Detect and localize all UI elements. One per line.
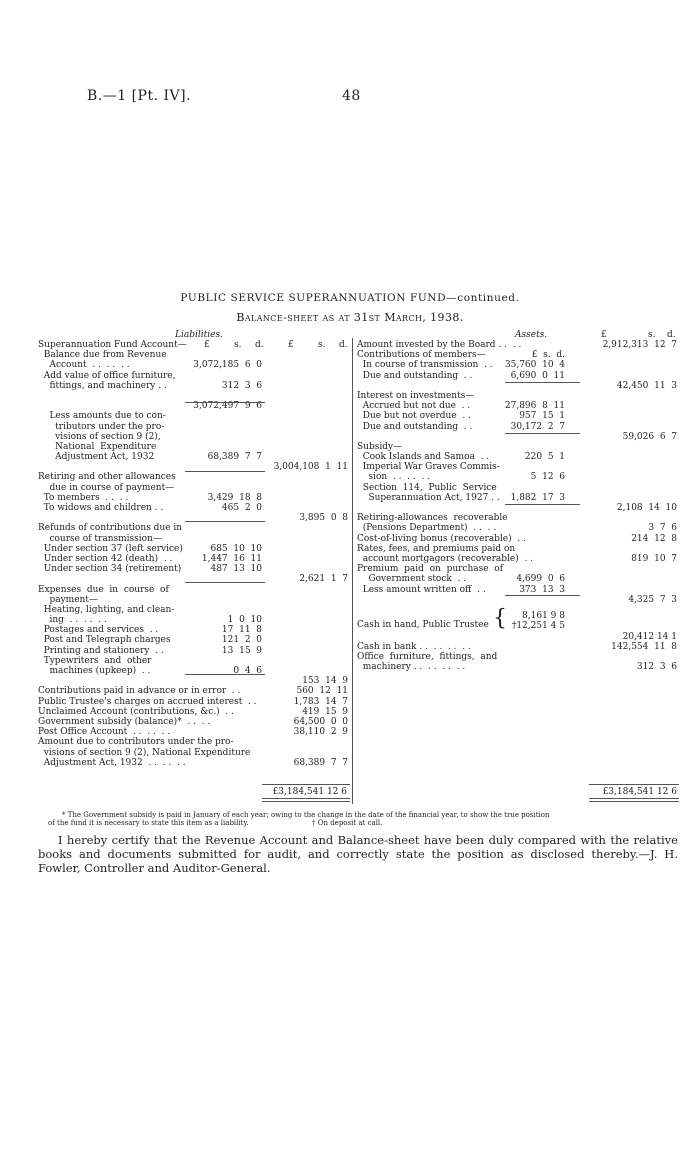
ledger-row bbox=[38, 717, 350, 727]
ledger-label: Post Office Account . . . . . . bbox=[38, 727, 171, 738]
ledger-row bbox=[38, 472, 350, 482]
liabilities-s-header-2: s. bbox=[318, 340, 326, 350]
ledger-label: Typewriters and other bbox=[38, 655, 152, 666]
ledger-row bbox=[38, 381, 350, 391]
document-reference: B.—1 [Pt. IV]. bbox=[87, 88, 192, 104]
ledger-amount: 0 4 6 bbox=[233, 666, 262, 676]
ledger-row bbox=[38, 442, 350, 452]
ledger-label: In course of transmission . . bbox=[357, 360, 493, 371]
ledger-total-amount: 2,108 14 10 bbox=[616, 503, 677, 513]
ledger-label: Post and Telegraph charges bbox=[38, 635, 171, 646]
ledger-amount: 685 10 10 bbox=[210, 543, 262, 554]
rule bbox=[185, 674, 265, 675]
ledger-label: Interest on investments— bbox=[357, 390, 475, 401]
assets-pound-header: £ bbox=[601, 330, 607, 340]
ledger-label: Under section 42 (death) . . bbox=[38, 553, 173, 564]
ledger-row bbox=[38, 737, 350, 747]
ledger-row bbox=[357, 422, 677, 432]
ledger-label: payment— bbox=[38, 594, 98, 605]
ledger-row bbox=[38, 564, 350, 574]
ledger-row bbox=[38, 686, 350, 696]
ledger-row bbox=[38, 483, 350, 493]
ledger-total-amount: 64,500 0 0 bbox=[293, 716, 348, 727]
ledger-total-amount: 419 15 9 bbox=[302, 706, 348, 717]
ledger-total-amount: 819 10 7 bbox=[631, 553, 677, 564]
ledger-row bbox=[357, 513, 677, 523]
ledger-row bbox=[38, 676, 350, 686]
rule bbox=[505, 595, 580, 596]
ledger-total-amount: 3 7 6 bbox=[648, 523, 677, 534]
ledger-total-amount: 3,895 0 8 bbox=[299, 513, 348, 524]
ledger-row bbox=[357, 642, 677, 652]
ledger-label: Adjustment Act, 1932 . . . . . . bbox=[38, 757, 186, 768]
ledger-label: Cash in bank . . . . . . . . bbox=[357, 642, 471, 652]
ledger-amount: 6,690 0 11 bbox=[510, 370, 565, 381]
rule bbox=[505, 382, 580, 383]
cash-public-trustee-value-2: †12,251 4 5 bbox=[511, 621, 565, 631]
liabilities-d-header: d. bbox=[255, 340, 264, 350]
rule bbox=[262, 801, 350, 802]
ledger-label: Rates, fees, and premiums paid on bbox=[357, 543, 516, 554]
ledger-label: Printing and stationery . . bbox=[38, 645, 164, 656]
rule bbox=[185, 521, 265, 522]
rule bbox=[185, 471, 265, 472]
ledger-amount: 17 11 8 bbox=[221, 625, 262, 636]
ledger-row bbox=[357, 574, 677, 584]
ledger-label: Cost-of-living bonus (recoverable) . . bbox=[357, 533, 526, 544]
ledger-row bbox=[38, 748, 350, 758]
ledger-row bbox=[357, 411, 677, 421]
ledger-row bbox=[357, 523, 677, 533]
brace-icon: { bbox=[493, 606, 507, 631]
ledger-amount: 957 15 1 bbox=[519, 411, 565, 422]
ledger-amount: £ s. d. bbox=[531, 350, 565, 361]
ledger-label: Section 114, Public Service bbox=[357, 482, 497, 493]
ledger-row bbox=[357, 662, 677, 672]
ledger-total-amount: 38,110 2 9 bbox=[293, 727, 348, 738]
ledger-amount: 30,172 2 7 bbox=[510, 421, 565, 432]
ledger-amount: 121 2 0 bbox=[221, 635, 262, 646]
ledger-row bbox=[38, 503, 350, 513]
ledger-label: Government stock . . bbox=[357, 574, 467, 585]
assets-heading: Assets. bbox=[515, 330, 548, 340]
ledger-label: Imperial War Graves Commis- bbox=[357, 462, 500, 473]
ledger-amount: 35,760 10 4 bbox=[504, 360, 565, 371]
balance-sheet-subtitle: Balance-sheet as at 31st March, 1938. bbox=[236, 311, 464, 324]
ledger-label: Adjustment Act, 1932 bbox=[38, 452, 155, 463]
rule bbox=[589, 798, 679, 799]
ledger-row bbox=[357, 391, 677, 401]
document-title: PUBLIC SERVICE SUPERANNUATION FUND—continued. bbox=[180, 292, 520, 304]
ledger-label: Superannuation Fund Account— bbox=[38, 340, 187, 350]
liabilities-total: £3,184,541 12 6 bbox=[272, 787, 347, 797]
ledger-label: Public Trustee's charges on accrued interest . . bbox=[38, 696, 257, 707]
ledger-label: Subsidy— bbox=[357, 441, 403, 452]
ledger-total-amount: 312 3 6 bbox=[636, 662, 677, 673]
liabilities-table bbox=[38, 340, 350, 768]
ledger-label: Refunds of contributions due in bbox=[38, 523, 183, 534]
ledger-amount: 312 3 6 bbox=[221, 380, 262, 391]
ledger-amount: 1,447 16 11 bbox=[201, 553, 262, 564]
ledger-label: Government subsidy (balance)* . . . . bbox=[38, 716, 211, 727]
ledger-row bbox=[38, 391, 350, 401]
ledger-row bbox=[38, 544, 350, 554]
page-number: 48 bbox=[342, 88, 361, 104]
rule bbox=[185, 582, 265, 583]
ledger-total-amount: 560 12 11 bbox=[296, 686, 348, 697]
assets-tail-table bbox=[357, 642, 677, 673]
ledger-label: Premium paid on purchase of bbox=[357, 564, 504, 575]
ledger-row bbox=[357, 472, 677, 482]
ledger-row bbox=[357, 401, 677, 411]
ledger-label: Unclaimed Account (contributions, &c.) . . bbox=[38, 706, 234, 717]
ledger-row bbox=[38, 585, 350, 595]
ledger-amount: 27,896 8 11 bbox=[504, 401, 565, 412]
ledger-label: course of transmission— bbox=[38, 533, 162, 544]
ledger-row bbox=[38, 350, 350, 360]
cash-public-trustee-value-1: 8,161 9 8 bbox=[522, 611, 565, 621]
ledger-label: due in course of payment— bbox=[38, 482, 175, 493]
ledger-total-amount: 1,783 14 7 bbox=[293, 696, 348, 707]
ledger-label: ing . . . . . . bbox=[38, 615, 107, 626]
ledger-label: Superannuation Act, 1927 . . bbox=[357, 492, 500, 503]
ledger-amount: 487 13 10 bbox=[210, 564, 262, 575]
rule bbox=[505, 504, 580, 505]
ledger-total-amount: 2,912,313 12 7 bbox=[602, 340, 677, 350]
ledger-row bbox=[38, 707, 350, 717]
rule bbox=[262, 784, 350, 785]
ledger-row bbox=[38, 523, 350, 533]
ledger-amount: 220 5 1 bbox=[524, 452, 565, 463]
ledger-row bbox=[38, 646, 350, 656]
ledger-row bbox=[38, 758, 350, 768]
ledger-label: Heating, lighting, and clean- bbox=[38, 604, 175, 615]
ledger-row bbox=[38, 534, 350, 544]
assets-s-header: s. bbox=[648, 330, 656, 340]
rule bbox=[185, 402, 265, 403]
ledger-row bbox=[38, 605, 350, 615]
ledger-total-amount: 2,621 1 7 bbox=[299, 574, 348, 585]
liabilities-s-header: s. bbox=[234, 340, 242, 350]
ledger-label: Less amount written off . . bbox=[357, 584, 486, 595]
ledger-row bbox=[38, 595, 350, 605]
cash-public-trustee-total: 20,412 14 1 bbox=[622, 632, 677, 642]
rule bbox=[589, 784, 679, 785]
ledger-amount: 68,389 7 7 bbox=[207, 452, 262, 463]
ledger-row bbox=[38, 432, 350, 442]
column-divider bbox=[352, 338, 353, 804]
ledger-row bbox=[357, 493, 677, 503]
ledger-label: Cook Islands and Samoa . . bbox=[357, 452, 490, 463]
rule bbox=[262, 798, 350, 799]
ledger-row bbox=[38, 422, 350, 432]
ledger-row bbox=[357, 652, 677, 662]
ledger-label: Amount due to contributors under the pro- bbox=[38, 737, 234, 748]
assets-table bbox=[357, 340, 677, 605]
ledger-label: Account . . . . . . bbox=[38, 360, 130, 371]
assets-d-header: d. bbox=[667, 330, 676, 340]
ledger-row bbox=[357, 483, 677, 493]
ledger-row bbox=[357, 350, 677, 360]
ledger-label: Contributions of members— bbox=[357, 350, 486, 361]
ledger-label: Expenses due in course of bbox=[38, 584, 169, 595]
rule bbox=[505, 433, 580, 434]
ledger-label: Contributions paid in advance or in error . . bbox=[38, 686, 241, 697]
ledger-row bbox=[38, 360, 350, 370]
ledger-label: Add value of office furniture, bbox=[38, 370, 176, 381]
ledger-row bbox=[38, 697, 350, 707]
ledger-label: Office furniture, fittings, and bbox=[357, 652, 498, 663]
ledger-row bbox=[357, 340, 677, 350]
ledger-row bbox=[38, 371, 350, 381]
ledger-total-amount: 4,325 7 3 bbox=[628, 594, 677, 605]
ledger-amount: 13 15 9 bbox=[221, 645, 262, 656]
liabilities-pound-header: £ bbox=[204, 340, 210, 350]
liabilities-d-header-2: d. bbox=[339, 340, 348, 350]
ledger-label: account mortgagors (recoverable) . . bbox=[357, 553, 534, 564]
ledger-row bbox=[38, 452, 350, 462]
cash-public-trustee-label: Cash in hand, Public Trustee bbox=[357, 620, 489, 630]
ledger-label: Accrued but not due . . bbox=[357, 401, 471, 412]
ledger-amount: 3,429 18 8 bbox=[207, 492, 262, 503]
ledger-total-amount: 3,004,108 1 11 bbox=[273, 462, 348, 473]
ledger-row bbox=[38, 340, 350, 350]
liabilities-heading: Liabilities. bbox=[175, 330, 223, 340]
ledger-row bbox=[357, 595, 677, 605]
ledger-label: Balance due from Revenue bbox=[38, 350, 167, 361]
ledger-total-amount: 68,389 7 7 bbox=[293, 757, 348, 768]
ledger-total-amount: 153 14 9 bbox=[302, 676, 348, 687]
footnote-subsidy-cont: of the fund it is necessary to state this item as a liability. bbox=[48, 819, 249, 827]
ledger-amount: 3,072,185 6 0 bbox=[193, 360, 262, 371]
ledger-row bbox=[357, 544, 677, 554]
ledger-label: sion . . . . . . bbox=[357, 472, 431, 483]
ledger-amount: 5 12 6 bbox=[530, 472, 565, 483]
ledger-row bbox=[357, 371, 677, 381]
liabilities-pound-header-2: £ bbox=[288, 340, 294, 350]
ledger-label: (Pensions Department) . . . . bbox=[357, 523, 497, 534]
ledger-label: National Expenditure bbox=[38, 441, 157, 452]
auditor-certification: I hereby certify that the Revenue Account and Balance-sheet have been duly compared with the relative books and documents submitted for audit, and correctly state the position as disclosed thereby.—J. H. Fowler, Controller and Auditor-General. bbox=[38, 833, 678, 875]
ledger-row bbox=[38, 615, 350, 625]
ledger-row bbox=[357, 452, 677, 462]
ledger-label: fittings, and machinery . . bbox=[38, 380, 167, 391]
ledger-label: Due and outstanding . . bbox=[357, 370, 473, 381]
ledger-row bbox=[38, 493, 350, 503]
ledger-label: machinery . . . . . . . . bbox=[357, 662, 466, 673]
ledger-row bbox=[357, 442, 677, 452]
ledger-label: visions of section 9 (2), bbox=[38, 431, 161, 442]
ledger-row bbox=[38, 656, 350, 666]
ledger-label: Under section 37 (left service) bbox=[38, 543, 183, 554]
ledger-row bbox=[38, 727, 350, 737]
ledger-label: Retiring and other allowances bbox=[38, 472, 176, 483]
ledger-row bbox=[38, 635, 350, 645]
ledger-row bbox=[357, 360, 677, 370]
ledger-label: Under section 34 (retirement) bbox=[38, 564, 182, 575]
ledger-row bbox=[357, 462, 677, 472]
ledger-total-amount: 42,450 11 3 bbox=[616, 380, 677, 391]
ledger-row bbox=[38, 625, 350, 635]
ledger-row bbox=[357, 534, 677, 544]
ledger-amount: 4,699 0 6 bbox=[516, 574, 565, 585]
ledger-amount: 373 13 3 bbox=[519, 584, 565, 595]
ledger-label: Due but not overdue . . bbox=[357, 411, 471, 422]
ledger-label: tributors under the pro- bbox=[38, 421, 165, 432]
ledger-total-amount: 59,026 6 7 bbox=[622, 431, 677, 442]
ledger-amount: 1 0 10 bbox=[227, 615, 262, 626]
ledger-total-amount: 214 12 8 bbox=[631, 533, 677, 544]
ledger-label: machines (upkeep) . . bbox=[38, 666, 151, 676]
ledger-label: Due and outstanding . . bbox=[357, 421, 473, 432]
ledger-amount: 3,072,497 9 6 bbox=[193, 401, 262, 412]
ledger-amount: 1,882 17 3 bbox=[510, 492, 565, 503]
ledger-row bbox=[38, 554, 350, 564]
ledger-label: Less amounts due to con- bbox=[38, 411, 166, 422]
ledger-label: Amount invested by the Board . . . . bbox=[357, 340, 522, 350]
ledger-label: To members . . . . bbox=[38, 492, 129, 503]
assets-total: £3,184,541 12 6 bbox=[602, 787, 677, 797]
footnote-subsidy: * The Government subsidy is paid in January of each year; owing to the change in the date of the financial year, to show the true position bbox=[62, 811, 550, 819]
ledger-label: To widows and children . . bbox=[38, 503, 164, 513]
rule bbox=[589, 801, 679, 802]
footnote-deposit: † On deposit at call. bbox=[312, 819, 383, 827]
ledger-row bbox=[357, 585, 677, 595]
ledger-row bbox=[357, 554, 677, 564]
ledger-row bbox=[357, 564, 677, 574]
ledger-total-amount: 142,554 11 8 bbox=[611, 642, 677, 652]
ledger-label: Postages and services . . bbox=[38, 625, 159, 636]
ledger-label: Retiring-allowances recoverable bbox=[357, 513, 508, 524]
ledger-row bbox=[38, 411, 350, 421]
ledger-label: visions of section 9 (2), National Expenditure bbox=[38, 747, 251, 758]
ledger-amount: 465 2 0 bbox=[221, 503, 262, 513]
